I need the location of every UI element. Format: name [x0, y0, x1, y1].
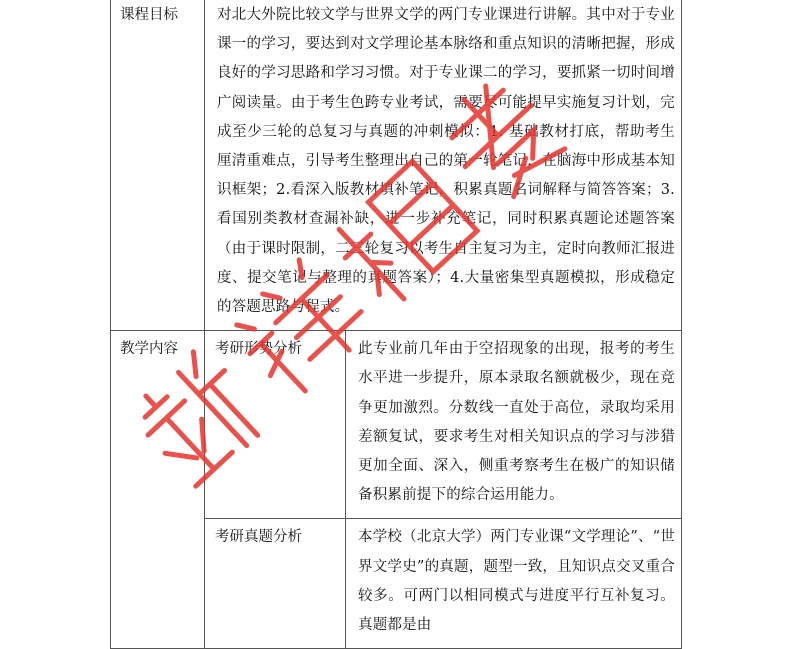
course-table [110, 0, 682, 649]
course-goal-label: 课程目标 [111, 0, 205, 331]
past-papers-content: 本学校（北京大学）两门专业课“文学理论”、“世界文学史”的真题，题型一致，且知识点交叉重合较多。可两门以相同模式与进度平行互补复习。真题都是由 [346, 519, 682, 649]
exam-situation-content: 此专业前几年由于空招现象的出现，报考的考生水平进一步提升，原本录取名额就极少，现在竞争更加激烈。分数线一直处于高位，录取均采用差额复试，要求考生对相关知识点的学习与涉猎更加全面、深入，侧重考察考生在极广的知识储备积累前提下的综合运用能力。 [346, 331, 682, 519]
course-goal-content: 对北大外院比较文学与世界文学的两门专业课进行讲解。其中对于专业课一的学习，要达到对文学理论基本脉络和重点知识的清晰把握，形成良好的学习思路和学习习惯。对于专业课二的学习，要抓紧一切时间增广阅读量。由于考生色跨专业考试，需要尽可能提早实施复习计划，完成至少三轮的总复习与真题的冲刺模拟：1. 基础教材打底，帮助考生厘清重难点，引导考生整理出自己的第一轮笔记，在脑海中形成基本知识框架；2.看深入版教材填补笔记，积累真题名词解释与简答答案；3.看国别类教材查漏补缺，进一步补充笔记，同时积累真题论述题答案（由于课时限制，二三轮复习以考生自主复习为主，定时向教师汇报进度、提交笔记与整理的真题答案）；4.大量密集型真题模拟，形成稳定的答题思路与程式。 [205, 0, 682, 331]
exam-situation-title: 考研形势分析 [205, 331, 346, 519]
past-papers-title: 考研真题分析 [205, 519, 346, 649]
row-course-goal [111, 0, 682, 331]
row-exam-situation [111, 331, 682, 519]
teaching-content-label: 教学内容 [111, 331, 205, 649]
